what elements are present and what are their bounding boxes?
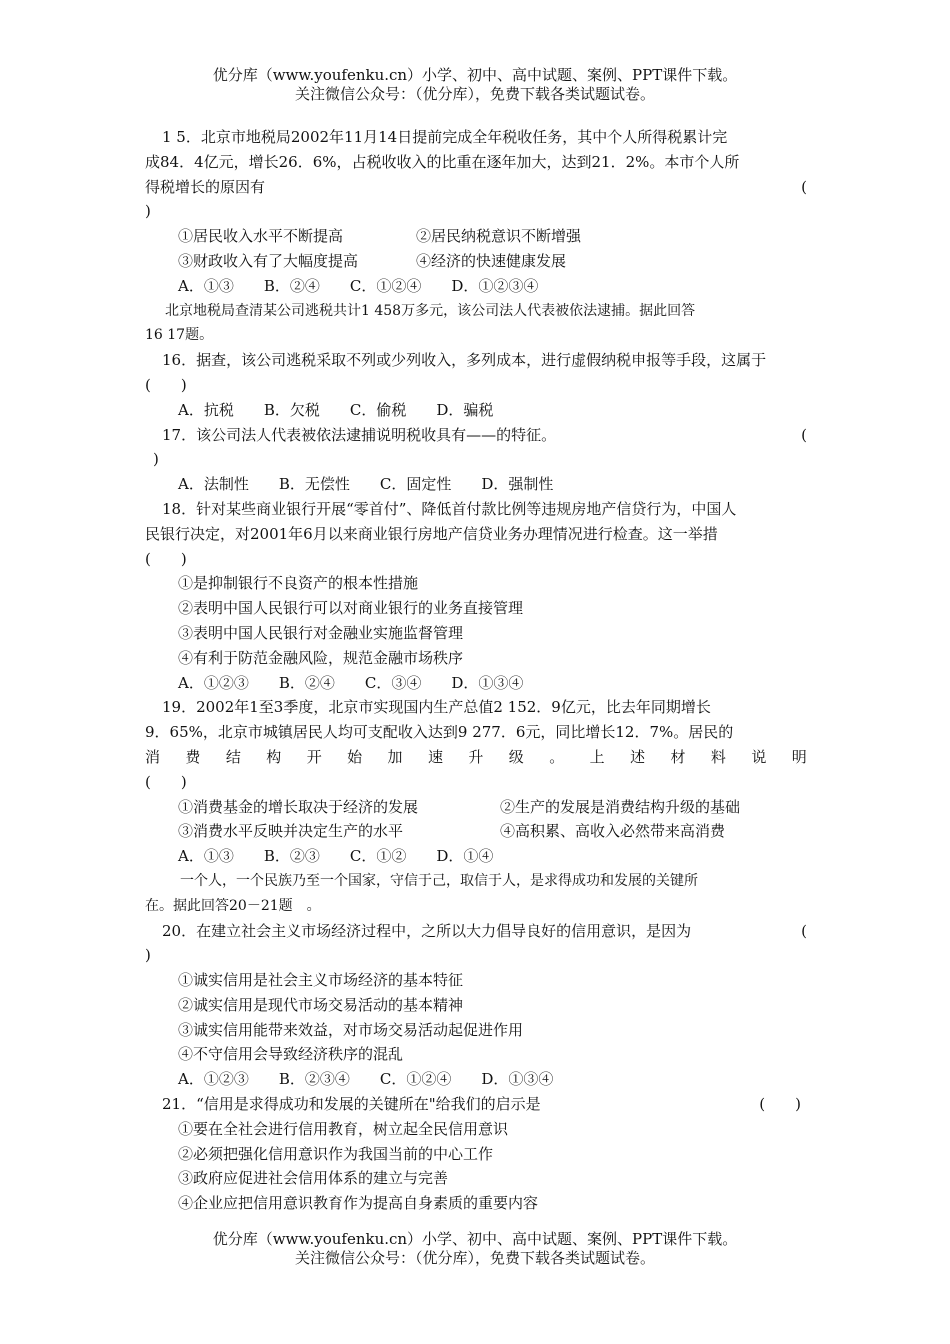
q19-char: 。 <box>549 747 565 766</box>
q15-items-row-2 <box>145 249 807 274</box>
footer-line-1: 优分库（www.youfenku.cn）小学、初中、高中试题、案例、PPT课件下载。 <box>212 1230 738 1248</box>
header-line-1: 优分库（www.youfenku.cn）小学、初中、高中试题、案例、PPT课件下载。 <box>212 66 738 84</box>
q18-item-2: ②表明中国人民银行可以对商业银行的业务直接管理 <box>178 599 524 618</box>
q15-item-3: ③财政收入有了大幅度提高 <box>178 251 359 270</box>
q17-stem: 17．该公司法人代表被依法逮捕说明税收具有——的特征。 <box>162 425 557 444</box>
q15-line-2: 成84．4亿元，增长26．6%，占税收收入的比重在逐年加大，达到21．2%。本市个人所 <box>145 152 740 171</box>
q20-item-4: ④不守信用会导致经济秩序的混乱 <box>178 1045 404 1064</box>
q19-item-2: ②生产的发展是消费结构升级的基础 <box>500 797 741 816</box>
q19-line-1: 19．2002年1至3季度，北京市实现国内生产总值2 152．9亿元，比去年同期增长 <box>162 698 711 717</box>
q19-char: 加 <box>387 747 403 766</box>
q18-line-1: 18．针对某些商业银行开展“零首付”、降低首付款比例等违规房地产信贷行为，中国人 <box>162 499 737 518</box>
q21-item-4: ④企业应把信用意识教育作为提高自身素质的重要内容 <box>178 1194 539 1213</box>
q20-options: A．①②③ B．②③④ C．①②④ D．①③④ <box>178 1070 554 1089</box>
q16-line-1: 16．据查，该公司逃税采取不列或少列收入，多列成本，进行虚假纳税申报等手段，这属于 <box>162 351 767 370</box>
q19-char: 料 <box>710 747 726 766</box>
q19-items-row-2 <box>145 819 807 844</box>
q18-answer-paren: ( ) <box>145 549 187 568</box>
q19-char: 构 <box>266 747 282 766</box>
q20-answer-paren-close: ) <box>145 946 151 965</box>
q19-char: 级 <box>508 747 524 766</box>
q19-line-3 <box>145 745 807 770</box>
q18-options: A．①②③ B．②④ C．③④ D．①③④ <box>178 673 524 692</box>
q21-line-1 <box>145 1092 807 1117</box>
q18-item-4: ④有利于防范金融风险，规范金融市场秩序 <box>178 648 464 667</box>
q20-item-1: ①诚实信用是社会主义市场经济的基本特征 <box>178 971 464 990</box>
q20-item-3: ③诚实信用能带来效益，对市场交易活动起促进作用 <box>178 1020 524 1039</box>
q15-item-4: ④经济的快速健康发展 <box>416 251 567 270</box>
q18-item-1: ①是抑制银行不良资产的根本性措施 <box>178 574 419 593</box>
q19-char: 述 <box>630 747 646 766</box>
q17-options: A．法制性 B．无偿性 C．固定性 D．强制性 <box>178 475 554 494</box>
q21-stem: 21．“信用是求得成功和发展的关键所在"给我们的启示是 <box>162 1095 541 1114</box>
q19-char: 结 <box>225 747 241 766</box>
q17-answer-paren-close: ) <box>153 450 159 469</box>
q19-line-2: 9．65%，北京市城镇居民人均可支配收入达到9 277．6元，同比增长12．7%。居民的 <box>145 723 734 742</box>
q15-options: A．①③ B．②④ C．①②④ D．①②③④ <box>178 276 539 295</box>
q19-char: 升 <box>468 747 484 766</box>
q19-items-row-1 <box>145 795 807 820</box>
q15-line-3 <box>145 175 807 200</box>
q19-item-1: ①消费基金的增长取决于经济的发展 <box>178 797 419 816</box>
q19-char: 费 <box>185 747 201 766</box>
q16-options: A．抗税 B．欠税 C．偷税 D．骗税 <box>178 400 494 419</box>
q19-options: A．①③ B．②③ C．①② D．①④ <box>178 847 494 866</box>
page-header <box>0 66 950 104</box>
q15-line-1: 1 5．北京市地税局2002年11月14日提前完成全年税收任务，其中个人所得税累计完 <box>162 128 728 146</box>
lead-16-17-line-1: 北京地税局查清某公司逃税共计1 458万多元，该公司法人代表被依法逮捕。据此回答 <box>165 302 696 319</box>
q19-item-4: ④高积累、高收入必然带来高消费 <box>500 822 726 841</box>
q17-answer-paren-open: ( <box>801 425 807 444</box>
q20-stem: 20．在建立社会主义市场经济过程中，之所以大力倡导良好的信用意识，是因为 <box>162 921 692 940</box>
q19-answer-paren: ( ) <box>145 772 187 791</box>
q21-item-3: ③政府应促进社会信用体系的建立与完善 <box>178 1169 449 1188</box>
q21-item-1: ①要在全社会进行信用教育，树立起全民信用意识 <box>178 1119 509 1138</box>
q18-item-3: ③表明中国人民银行对金融业实施监督管理 <box>178 623 464 642</box>
q15-answer-paren-close: ) <box>145 202 151 221</box>
footer-line-2: 关注微信公众号：（优分库），免费下载各类试题试卷。 <box>294 1249 655 1267</box>
page-footer <box>0 1230 950 1268</box>
q15-items-row-1 <box>145 224 807 249</box>
q19-char: 上 <box>589 747 605 766</box>
q16-answer-paren: ( ) <box>145 375 187 394</box>
lead-20-21-line-1: 一个人，一个民族乃至一个国家，守信于己，取信于人，是求得成功和发展的关键所 <box>180 872 698 889</box>
q19-char: 材 <box>670 747 686 766</box>
q15-item-2: ②居民纳税意识不断增强 <box>416 227 582 246</box>
q17-line-1 <box>145 423 807 448</box>
q21-item-2: ②必须把强化信用意识作为我国当前的中心工作 <box>178 1144 494 1163</box>
q15-stem-end: 得税增长的原因有 <box>145 177 266 196</box>
q19-char: 速 <box>427 747 443 766</box>
q19-char: 说 <box>751 747 767 766</box>
lead-16-17-line-2: 16 17题。 <box>145 327 214 344</box>
exam-content <box>145 125 807 1216</box>
q15-answer-paren-open: ( <box>801 177 807 196</box>
q20-line-1 <box>145 919 807 944</box>
q19-char: 始 <box>347 747 363 766</box>
q21-answer-paren: ( ) <box>759 1095 801 1114</box>
lead-20-21-line-2: 在。据此回答20－21题 。 <box>145 897 321 914</box>
q19-char: 开 <box>306 747 322 766</box>
q19-item-3: ③消费水平反映并决定生产的水平 <box>178 822 404 841</box>
q19-char: 明 <box>791 747 807 766</box>
q15-item-1: ①居民收入水平不断提高 <box>178 227 344 246</box>
q20-item-2: ②诚实信用是现代市场交易活动的基本精神 <box>178 995 464 1014</box>
q20-answer-paren-open: ( <box>801 921 807 940</box>
q18-line-2: 民银行决定，对2001年6月以来商业银行房地产信贷业务办理情况进行检查。这一举措 <box>145 524 718 543</box>
q19-char: 消 <box>145 747 161 766</box>
header-line-2: 关注微信公众号：（优分库），免费下载各类试题试卷。 <box>294 85 655 103</box>
